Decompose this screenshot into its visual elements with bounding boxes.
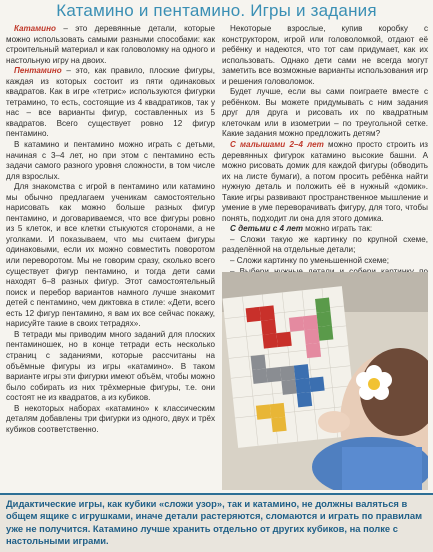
paragraph-adults: Некоторые взрослые, купив коробку с конструктором, игрой или головоломкой, отдают её ребёнку и надеются, что тот сам придумает, как их использовать. Однако дети сами не всегда могут заметить все возможные варианты использования игр и решения головоломок. [222,24,428,86]
paragraph-text: можно просто строить из деревянных фигурок катамино высокие башни. А можно рисовать домик для каждой фигуры (обводить их на листе бумаги), а потом просить ребёнка найти нужную деталь и положить её в нужный «домик». Такие игры развивают пространственное мышление и умение в уме переворачивать фигуру, для того, чтобы понять, подходит ли она для этого домика. [222,140,429,223]
paragraph-intro: Для знакомства с игрой в пентамино или катамино мы обычно предлагаем ученикам самостоятельно нарисовать как можно больше разных фигур пентамино, и договариваемся, что все фигуры ровно из 5 клеток, и все клетки стыкуются сторонами, а не уголками. И показываем, что мы считаем фигуры одинаковыми, если их можно совместить поворотом или переворотом. Мы не говорим сразу, сколько всего существует фигур пентамино, и тогда дети сами находят 6–8 разных фигур. Этот самостоятельный поиск и перебор вариантов намного лучше знакомит детей с пентамино, чем диктовка в стиле: «Дети, всего есть 12 фигур пентамино, я вам их все сейчас покажу, нарисуйте такие в своих тетрадях». [6,182,215,329]
paragraph-kids-4 [222,224,428,235]
page-title: Катамино и пентамино. Игры и задания [56,1,377,20]
term-katamino: Катамино [14,24,56,33]
term-toddlers: С малышами 2–4 лет [230,140,324,150]
photo-child-playing-katamino [222,272,428,490]
paragraph-text: можно играть так: [302,224,373,234]
paragraph-text: – это деревянные детали, которые можно использовать самыми разными способами: как строительный материал и как головоломку на одного и настольную игру на двоих. [6,24,215,65]
paragraph-notebook: В тетради мы приводим много заданий для плоских пентаминошек, но в конце тетради есть несколько страниц с заданиями, которые рассчитаны на объёмные фигуры из игры «катамино». В таком варианте игры эти фигурки имеют объём, чтобы можно было собирать из них трёхмерные фигуры, т.е. они состоят не из квадратов, а из кубиков. [6,329,215,403]
paragraph-toddlers [222,140,428,224]
bottom-note-banner [0,493,433,552]
paragraph-sets: В некоторых наборах «катамино» к классическим деталям добавлены три фигурки из одного, двух и трёх кубиков соответственно. [6,403,215,434]
paragraph-play-together: Будет лучше, если вы сами поиграете вместе с ребёнком. Вы можете придумывать с ним задания друг для друга и рисовать их по квадратным клеточкам или в изометрии – по треугольной сетке. Какие задания можно предложить детям? [222,87,428,139]
paragraph-katamino [6,24,215,66]
right-column [222,24,428,288]
paragraph-pentamino [6,66,215,140]
term-kids-4: С детьми с 4 лет [230,224,303,234]
term-pentamino: Пентамино [14,66,62,76]
list-item: – Сложи картинку по уменьшенной схеме; [230,256,390,266]
list-item: – Сложи такую же картинку по крупной схеме, разделённой на отдельные детали; [222,234,428,255]
left-column [6,24,215,435]
photo-illustration [222,272,428,490]
paragraph-text: – это, как правило, плоские фигуры, каждая из которых состоит из пяти одинаковых квадратов. Как в игре «тетрис» используются фигурки тетрамино, то есть, состоящие из 4 квадратиков, так у нас – все варианты фигур, составленных из 5 квадратов. Всего существует ровно 12 фигур пентамино. [6,66,215,139]
paragraph-age: В катамино и пентамино можно играть с детьми, начиная с 3–4 лет, но при этом с пентамино есть задачи самого разного уровня сложности, в том числе для взрослых. [6,140,215,181]
bottom-note-text: Дидактические игры, как кубики «сложи узор», так и катамино, не должны валяться в общем ящике с игрушками, иначе детали растеряются, сломаются и играть по правилам уже не получится. Катамино лучше хранить отдельно от других кубиков, на полке с настольными играми. [6,498,423,547]
